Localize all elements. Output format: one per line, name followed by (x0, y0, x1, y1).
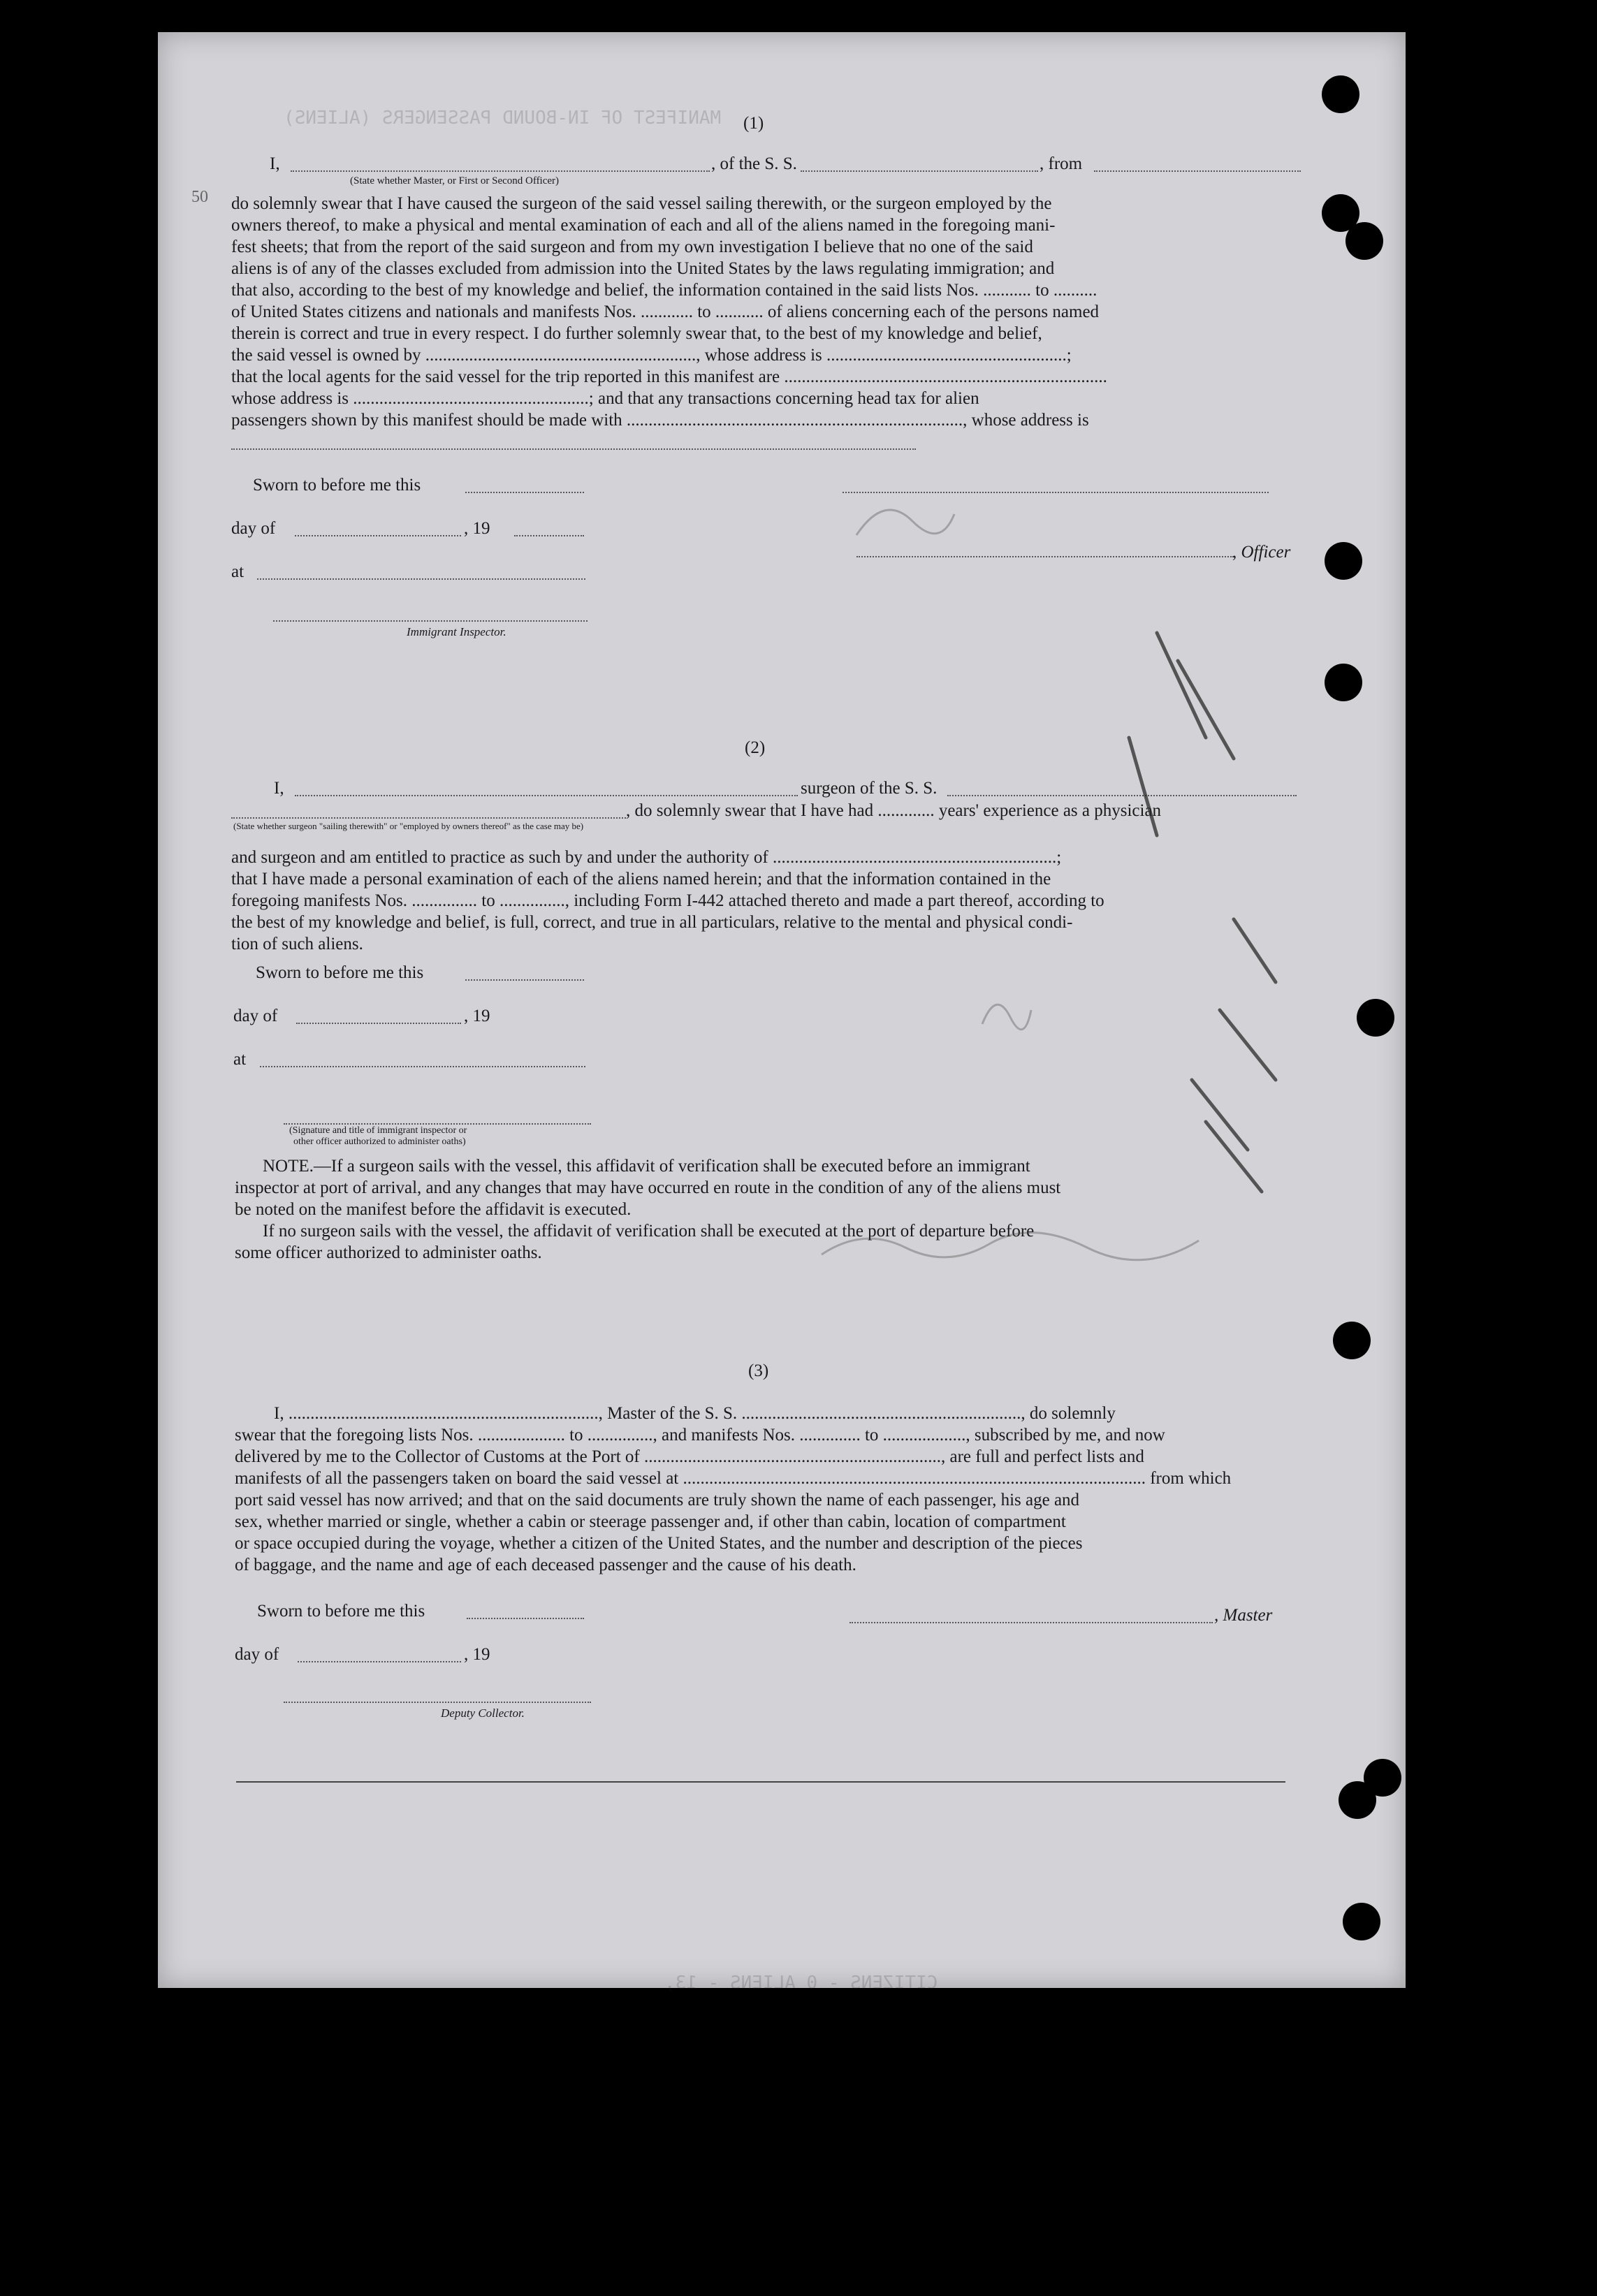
para-line: swear that the foregoing lists Nos. .................... to ..............., and manifests Nos. .............. to ..................., subscribed by me, and now (235, 1426, 1165, 1445)
at-label: at (231, 562, 245, 581)
collector-label: Deputy Collector. (441, 1706, 525, 1720)
document-page (158, 32, 1406, 1994)
faint-signature (822, 1233, 1199, 1260)
para-line: sex, whether married or single, whether a cabin or steerage passenger and, if other than cabin, location of compartment (235, 1512, 1066, 1531)
para-line: that the local agents for the said vessel for the trip reported in this manifest are .......................................................................... (231, 367, 1107, 386)
para-line: aliens is of any of the classes excluded from admission into the United States by the laws regulating immigration; and (231, 259, 1055, 278)
sig-note-1: (Signature and title of immigrant inspector or (289, 1125, 467, 1136)
pencil-tick (1220, 1010, 1276, 1080)
section-1-of-ss: , of the S. S. (711, 154, 797, 173)
handwriting-overlay (158, 32, 1406, 1988)
note-line: If no surgeon sails with the vessel, the affidavit of verification shall be executed at the port of departure before (263, 1222, 1035, 1241)
para-line: and surgeon and am entitled to practice as such by and under the authority of .................................................................; (231, 848, 1062, 867)
para-line: whose address is ......................................................; and that any transactions concerning head tax for alien (231, 389, 979, 408)
sig-note-2: other officer authorized to administer oaths) (293, 1136, 466, 1147)
note-line: NOTE.—If a surgeon sails with the vessel, this affidavit of verification shall be executed before an immigrant (263, 1157, 1030, 1176)
note-line: be noted on the manifest before the affidavit is executed. (235, 1200, 632, 1219)
section-1-from: , from (1040, 154, 1083, 173)
bleed-through-bottom: CITIZENS - 0 ALIENS - 13, (664, 1973, 938, 1994)
bleed-through-top: MANIFEST OF IN-BOUND PASSENGERS (ALIENS) (284, 108, 722, 129)
section-2-swear: , do solemnly swear that I have had ............. years' experience as a physician (626, 801, 1162, 820)
section-2-surgeon: surgeon of the S. S. (801, 779, 938, 798)
para-line: therein is correct and true in every respect. I do further solemnly swear that, to the best of my knowledge and belief, (231, 324, 1042, 343)
note-line: inspector at port of arrival, and any changes that may have occurred en route in the condition of any of the aliens must (235, 1178, 1061, 1197)
para-line: or space occupied during the voyage, whether a citizen of the United States, and the number and description of the pieces (235, 1534, 1083, 1553)
section-1-i: I, (270, 154, 280, 173)
day-of-label-3: day of (235, 1645, 279, 1664)
at-label-2: at (233, 1050, 247, 1069)
pencil-tick (1157, 633, 1206, 738)
para-line: I, ......................................................................., Master of the S. S. ................................................................, do solemnly (274, 1404, 1116, 1423)
sworn-label-3: Sworn to before me this (257, 1602, 425, 1621)
para-line: that I have made a personal examination of each of the aliens named herein; and that the information contained in the (231, 870, 1051, 889)
para-line: tion of such aliens. (231, 935, 363, 953)
para-line: foregoing manifests Nos. ............... to ..............., including Form I-442 attached thereto and made a part thereof, according to (231, 891, 1104, 910)
para-line: port said vessel has now arrived; and that on the said documents are truly shown the name of each passenger, his age and (235, 1491, 1080, 1509)
para-line: fest sheets; that from the report of the said surgeon and from my own investigation I believe that no one of the said (231, 237, 1033, 256)
year-label: , 19 (464, 519, 490, 538)
section-3-number: (3) (748, 1361, 769, 1380)
faint-signature (982, 1004, 1031, 1030)
para-line: manifests of all the passengers taken on board the said vessel at .......................................................................................................... from which (235, 1469, 1232, 1488)
pencil-tick (1178, 661, 1234, 759)
section-1-number: (1) (743, 114, 764, 133)
margin-mark: 50 (191, 188, 208, 206)
sworn-label: Sworn to before me this (253, 476, 421, 495)
para-line: owners thereof, to make a physical and mental examination of each and all of the aliens named in the foregoing mani- (231, 216, 1056, 235)
officer-label: , Officer (1232, 543, 1291, 562)
section-2-number: (2) (745, 738, 766, 757)
para-line: of baggage, and the name and age of each deceased passenger and the cause of his death. (235, 1556, 856, 1574)
para-line: passengers shown by this manifest should be made with ............................................................................., whose address is (231, 411, 1089, 430)
section-2-i: I, (274, 779, 284, 798)
pencil-tick (1234, 919, 1276, 982)
surgeon-state-note: (State whether surgeon "sailing therewith" or "employed by owners thereof" as the case may be) (233, 821, 584, 831)
state-note: (State whether Master, or First or Second Officer) (350, 175, 560, 187)
para-line: do solemnly swear that I have caused the surgeon of the said vessel sailing therewith, or the surgeon employed by the (231, 194, 1052, 213)
para-line: of United States citizens and nationals and manifests Nos. ............ to ........... of aliens concerning each of the persons named (231, 302, 1100, 321)
inspector-label: Immigrant Inspector. (407, 625, 506, 638)
para-line: delivered by me to the Collector of Customs at the Port of ...................................................................., are full and perfect lists and (235, 1447, 1144, 1466)
master-label: , Master (1214, 1606, 1273, 1625)
para-line: the said vessel is owned by .............................................................., whose address is .......................................................; (231, 346, 1072, 365)
para-line: the best of my knowledge and belief, is full, correct, and true in all particulars, relative to the mental and physical condi- (231, 913, 1073, 932)
para-line: that also, according to the best of my knowledge and belief, the information contained in the said lists Nos. ........... to .......... (231, 281, 1098, 300)
note-line: some officer authorized to administer oaths. (235, 1243, 542, 1262)
year-label-2: , 19 (464, 1007, 490, 1025)
sworn-label-2: Sworn to before me this (256, 963, 424, 982)
faint-signature (856, 510, 954, 535)
year-label-3: , 19 (464, 1645, 490, 1664)
pencil-tick (1129, 738, 1157, 835)
day-of-label-2: day of (233, 1007, 278, 1025)
day-of-label: day of (231, 519, 276, 538)
